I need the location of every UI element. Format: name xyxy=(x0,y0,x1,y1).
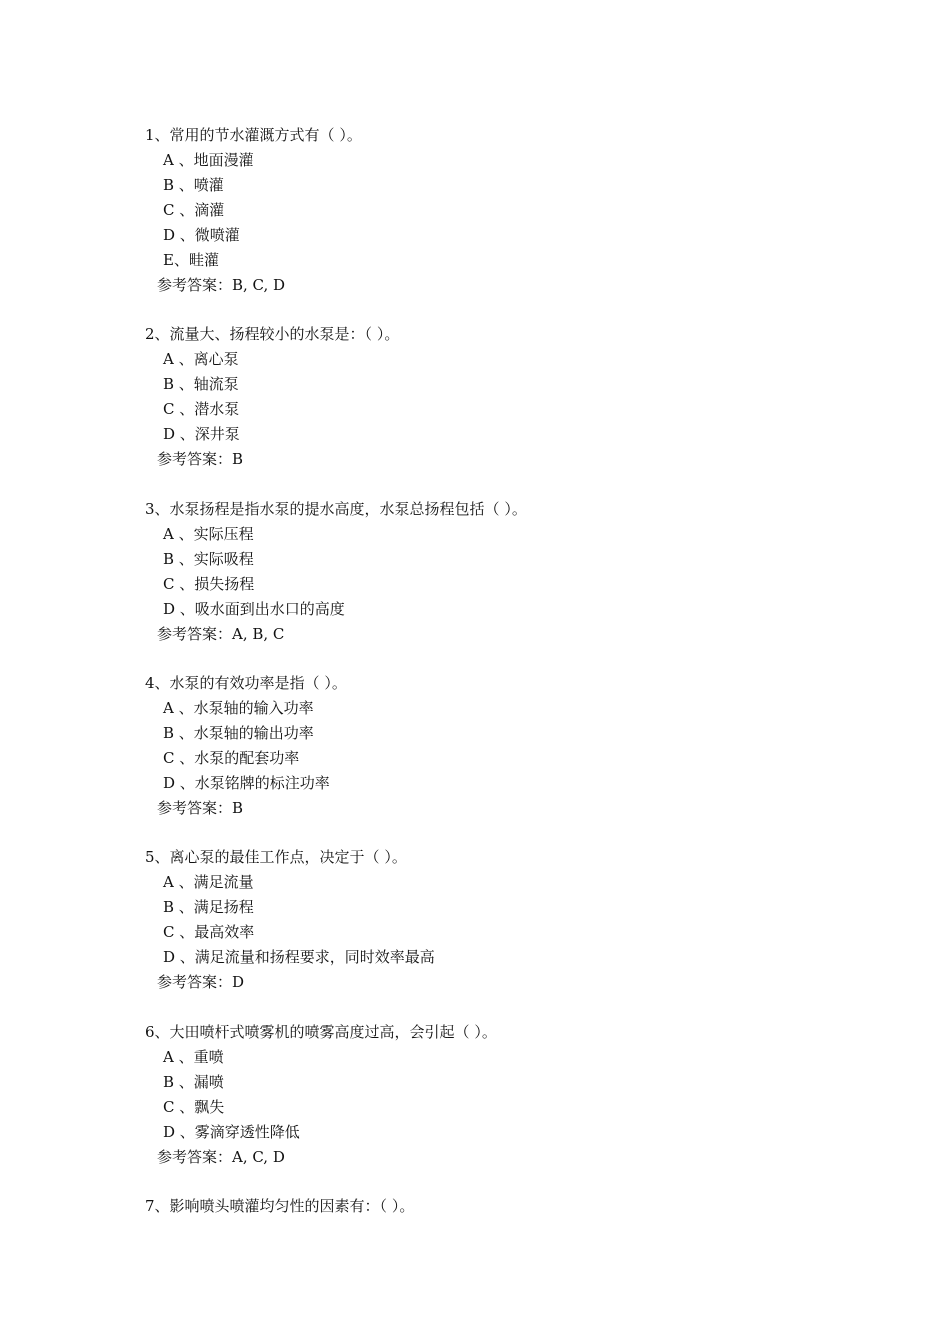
option-b: B 、满足扬程 xyxy=(163,898,254,916)
question-stem: 7、影响喷头喷灌均匀性的因素有：（ ）。 xyxy=(145,1197,415,1215)
option-c: C 、损失扬程 xyxy=(163,575,255,593)
option-a: A 、实际压程 xyxy=(163,525,254,543)
question-4 xyxy=(145,671,885,821)
question-stem: 2、流量大、扬程较小的水泵是：（ ）。 xyxy=(145,325,400,343)
option-a: A 、地面漫灌 xyxy=(163,151,254,169)
question-7 xyxy=(145,1194,885,1219)
reference-answer: 参考答案：B xyxy=(157,450,244,468)
option-d: D 、深井泵 xyxy=(163,425,240,443)
option-b: B 、轴流泵 xyxy=(163,375,239,393)
reference-answer: 参考答案：B, C, D xyxy=(157,276,286,294)
reference-answer: 参考答案：D xyxy=(157,973,245,991)
option-a: A 、离心泵 xyxy=(163,350,239,368)
option-c: C 、潜水泵 xyxy=(163,400,240,418)
option-d: D 、微喷灌 xyxy=(163,226,240,244)
option-d: D 、雾滴穿透性降低 xyxy=(163,1123,300,1141)
option-b: B 、水泵轴的输出功率 xyxy=(163,724,314,742)
question-stem: 3、水泵扬程是指水泵的提水高度，水泵总扬程包括（ ）。 xyxy=(145,500,527,518)
option-d: D 、水泵铭牌的标注功率 xyxy=(163,774,330,792)
question-stem: 6、大田喷杆式喷雾机的喷雾高度过高，会引起（ ）。 xyxy=(145,1023,497,1041)
reference-answer: 参考答案：A, C, D xyxy=(157,1148,285,1166)
reference-answer: 参考答案：A, B, C xyxy=(157,625,285,643)
option-d: D 、满足流量和扬程要求，同时效率最高 xyxy=(163,948,435,966)
option-b: B 、漏喷 xyxy=(163,1073,224,1091)
option-b: B 、喷灌 xyxy=(163,176,224,194)
question-5 xyxy=(145,845,885,995)
reference-answer: 参考答案：B xyxy=(157,799,244,817)
question-stem: 4、水泵的有效功率是指（ ）。 xyxy=(145,674,347,692)
question-6 xyxy=(145,1020,885,1170)
option-e: E、畦灌 xyxy=(163,251,219,269)
question-3 xyxy=(145,497,885,647)
option-c: C 、水泵的配套功率 xyxy=(163,749,300,767)
question-2 xyxy=(145,322,885,472)
option-a: A 、满足流量 xyxy=(163,873,254,891)
question-1 xyxy=(145,123,885,298)
option-a: A 、水泵轴的输入功率 xyxy=(163,699,314,717)
option-c: C 、最高效率 xyxy=(163,923,255,941)
option-c: C 、飘失 xyxy=(163,1098,225,1116)
option-a: A 、重喷 xyxy=(163,1048,224,1066)
option-c: C 、滴灌 xyxy=(163,201,225,219)
question-stem: 1、常用的节水灌溉方式有（ ）。 xyxy=(145,126,362,144)
question-stem: 5、离心泵的最佳工作点，决定于（ ）。 xyxy=(145,848,407,866)
option-b: B 、实际吸程 xyxy=(163,550,254,568)
option-d: D 、吸水面到出水口的高度 xyxy=(163,600,345,618)
